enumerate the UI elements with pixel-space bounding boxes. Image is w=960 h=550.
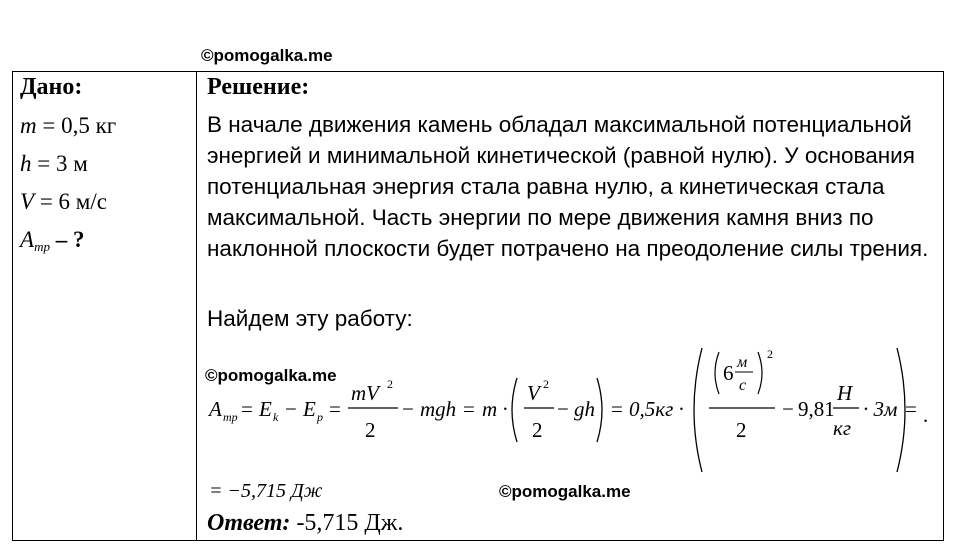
formula-lhs: A [209, 397, 222, 421]
formula-eq-5: = [905, 397, 917, 421]
given-title: Дано: [20, 74, 83, 100]
given-height [20, 145, 190, 183]
watermark-top: ©pomogalka.me [201, 46, 333, 65]
formula-paren-left-2 [694, 348, 702, 472]
formula-six: 6 [723, 361, 734, 385]
formula-eq-1: = [241, 397, 253, 421]
formula-unit-n: Н [837, 381, 853, 405]
formula-v2-den: 2 [532, 418, 543, 442]
answer-value: -5,715 Дж. [290, 510, 404, 536]
formula-paren-left-3 [715, 352, 719, 394]
formula-mv2-sq: 2 [387, 377, 393, 391]
watermark-middle: ©pomogalka.me [205, 366, 337, 385]
given-height-value: = 3 м [31, 151, 88, 176]
formula-mv2-den: 2 [365, 418, 376, 442]
formula-mgh: mgh [420, 397, 457, 421]
formula-minus-4: − [782, 397, 794, 421]
formula-ek-sub: k [273, 410, 279, 424]
given-mass [20, 107, 190, 145]
answer-label: Ответ: [207, 510, 291, 536]
formula-six-den: 2 [736, 418, 747, 442]
formula-paren-left-1 [512, 378, 517, 442]
formula-end: . [923, 403, 929, 427]
given-velocity-var: V [20, 189, 35, 214]
formula-minus-2: − [402, 397, 414, 421]
formula-eq-2: = [329, 397, 341, 421]
given-unknown-var: A [20, 227, 35, 252]
formula-ek: E [259, 397, 272, 421]
formula-height: · 3м [863, 397, 898, 421]
formula-m-dot: m · [482, 397, 508, 421]
watermark-bottom: ©pomogalka.me [499, 482, 631, 501]
formula-coef: 0,5кг · [629, 397, 684, 421]
formula-unit-s: с [739, 377, 747, 394]
formula-minus-1: − [285, 397, 297, 421]
formula-lhs-sub: тр [223, 410, 238, 424]
formula-eq-4: = [611, 397, 623, 421]
formula-minus-3: − [557, 397, 569, 421]
formula-eq-3: = [463, 397, 475, 421]
formula-v2-num: V [527, 381, 540, 405]
given-velocity-value: = 6 м/с [34, 189, 107, 214]
formula-paren-right-1 [597, 378, 602, 442]
formula-paren-right-3 [758, 352, 762, 394]
given-mass-var: m [20, 113, 37, 138]
given-unknown [20, 221, 190, 259]
formula-unit-m: м [737, 354, 748, 371]
formula-paren-right-2 [897, 348, 905, 472]
work-formula [205, 340, 945, 475]
formula-g-value: 9,81 [798, 397, 835, 421]
column-divider [196, 71, 197, 541]
result-value: = −5,715 Дж [209, 480, 323, 502]
formula-ep: E [303, 397, 316, 421]
solution-title: Решение: [207, 74, 310, 100]
given-unknown-question: – ? [49, 227, 85, 252]
given-mass-value: = 0,5 кг [36, 113, 117, 138]
formula-gh: gh [574, 397, 595, 421]
given-velocity [20, 183, 190, 221]
formula-six-sq: 2 [767, 347, 773, 361]
answer-line [207, 510, 403, 537]
given-height-var: h [20, 151, 32, 176]
given-unknown-sub: тр [34, 239, 50, 254]
formula-mv2-num: mV [351, 381, 379, 405]
formula-ep-sub: p [317, 410, 323, 424]
find-text: Найдем эту работу: [207, 306, 413, 331]
formula-v2-sq: 2 [543, 377, 549, 391]
formula-unit-kg: кг [833, 416, 852, 440]
solution-column [207, 74, 937, 264]
given-column [20, 74, 190, 259]
solution-paragraph: В начале движения камень обладал максимальной потенциальной энергией и минимальной кинетической (равной нулю). У основания потенциальная энергия стала равна нулю, а кинетическая стала максимальной. Часть энергии по мере движения камня вниз по наклонной плоскости будет потрачено на преодоление силы трения. [207, 112, 929, 261]
formula-result [209, 480, 322, 503]
